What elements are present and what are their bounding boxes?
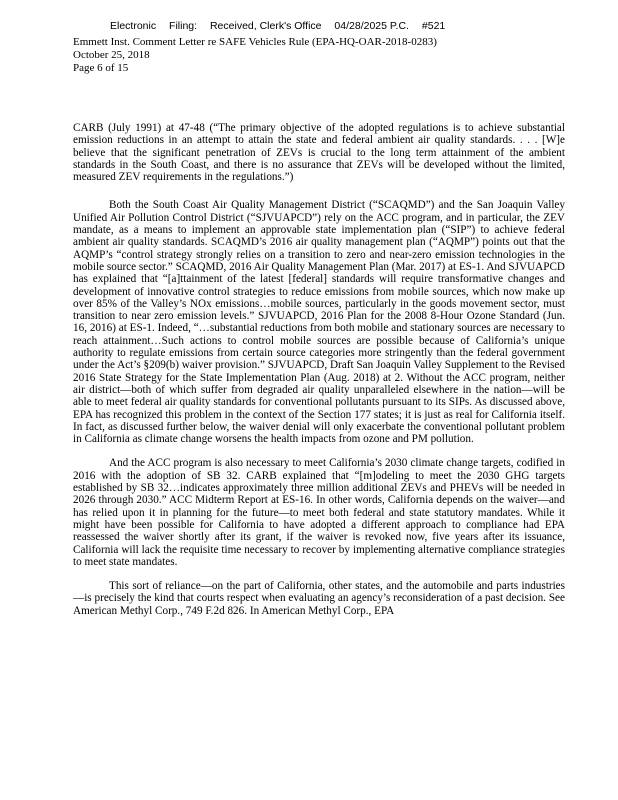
stamp-number: #521 (421, 20, 446, 32)
header-date: October 25, 2018 (73, 49, 150, 61)
paragraph-climate-targets: And the ACC program is also necessary to meet California’s 2030 climate change targets, codified in 2016 with the adoption of SB 32. CARB explained that “[m]odeling to meet the 2030 GHG targets established by SB 32…indicates approximately three million additional ZEVs and PHEVs will be needed in 2026 through 2030.” ACC Midterm Report at ES-16. In other words, California depends on the waiver—and has relied upon it in planning for the future—to meet both federal and state statutory mandates. While it might have been possible for California to have adopted a different approach to compliance had EPA reassessed the waiver shortly after its grant, if the waiver is revoked now, five years after its issuance, California will lack the requisite time necessary to recover by implementing alternative compliance strategies to meet state mandates. (73, 457, 565, 568)
letter-body (73, 122, 565, 629)
letter-header (73, 36, 553, 75)
stamp-filing: Filing: (169, 20, 198, 32)
stamp-received: Received, Clerk's Office (209, 20, 322, 32)
paragraph-reliance: This sort of reliance—on the part of California, other states, and the automobile and parts industries—is precisely the kind that courts respect when evaluating an agency’s reconsideration of a past decision. See American Methyl Corp., 749 F.2d 826. In American Methyl Corp., EPA (73, 580, 565, 617)
header-page-number: Page 6 of 15 (73, 62, 129, 74)
stamp-electronic: Electronic (110, 20, 157, 32)
electronic-filing-stamp (110, 20, 455, 32)
paragraph-air-districts: Both the South Coast Air Quality Management District (“SCAQMD”) and the San Joaquin Valley Unified Air Pollution Control District (“SJVUAPCD”) rely on the ACC program, and in particular, the ZEV mandate, as a means to implement an approvable state implementation plan (“SIP”) to achieve federal ambient air quality standards. SCAQMD’s 2016 air quality management plan (“AQMP”) points out that the AQMP’s “control strategy strongly relies on a transition to zero and near-zero emission technologies in the mobile source sector.” SCAQMD, 2016 Air Quality Management Plan (Mar. 2017) at ES-1. And SJVUAPCD has explained that “[a]ttainment of the latest [federal] standards will require transformative changes and development of innovative control strategies to reduce emissions from mobile sources, which now make up over 85% of the Valley’s NOx emissions…mobile sources, particularly in the goods movement sector, must transition to near zero emission levels.” SJVUAPCD, 2016 Plan for the 2008 8-Hour Ozone Standard (Jun. 16, 2016) at ES-1. Indeed, “…substantial reductions from both mobile and stationary sources are necessary to reach attainment…Such actions to control mobile sources are possible because of California’s unique authority to regulate emissions from certain source categories more stringently than the federal government under the Act’s §209(b) waiver provision.” SJVUAPCD, Draft San Joaquin Valley Supplement to the Revised 2016 State Strategy for the State Implementation Plan (Aug. 2018) at 2. Without the ACC program, neither air district—both of which suffer from degraded air quality unparalleled elsewhere in the nation—will be able to meet federal air quality standards for conventional pollutants pursuant to its SIPs. As discussed above, EPA has recognized this problem in the context of the Section 177 states; it is just as real for California itself. In fact, as discussed further below, the waiver denial will only exacerbate the conventional pollutant problem in California as climate change worsens the health impacts from ozone and PM pollution. (73, 199, 565, 446)
paragraph-carb-quote: CARB (July 1991) at 47-48 (“The primary objective of the adopted regulations is to achieve substantial emission reductions in an attempt to attain the state and federal ambient air quality standards. . . . [W]e believe that the significant penetration of ZEVs is crucial to the long term attainment of the ambient standards in the South Coast, and there is no assurance that ZEVs will be developed without the limited, measured ZEV requirements in the regulations.”) (73, 122, 565, 184)
header-title: Emmett Inst. Comment Letter re SAFE Vehicles Rule (EPA-HQ-OAR-2018-0283) (73, 36, 437, 48)
stamp-date: 04/28/2025 P.C. (334, 20, 409, 32)
